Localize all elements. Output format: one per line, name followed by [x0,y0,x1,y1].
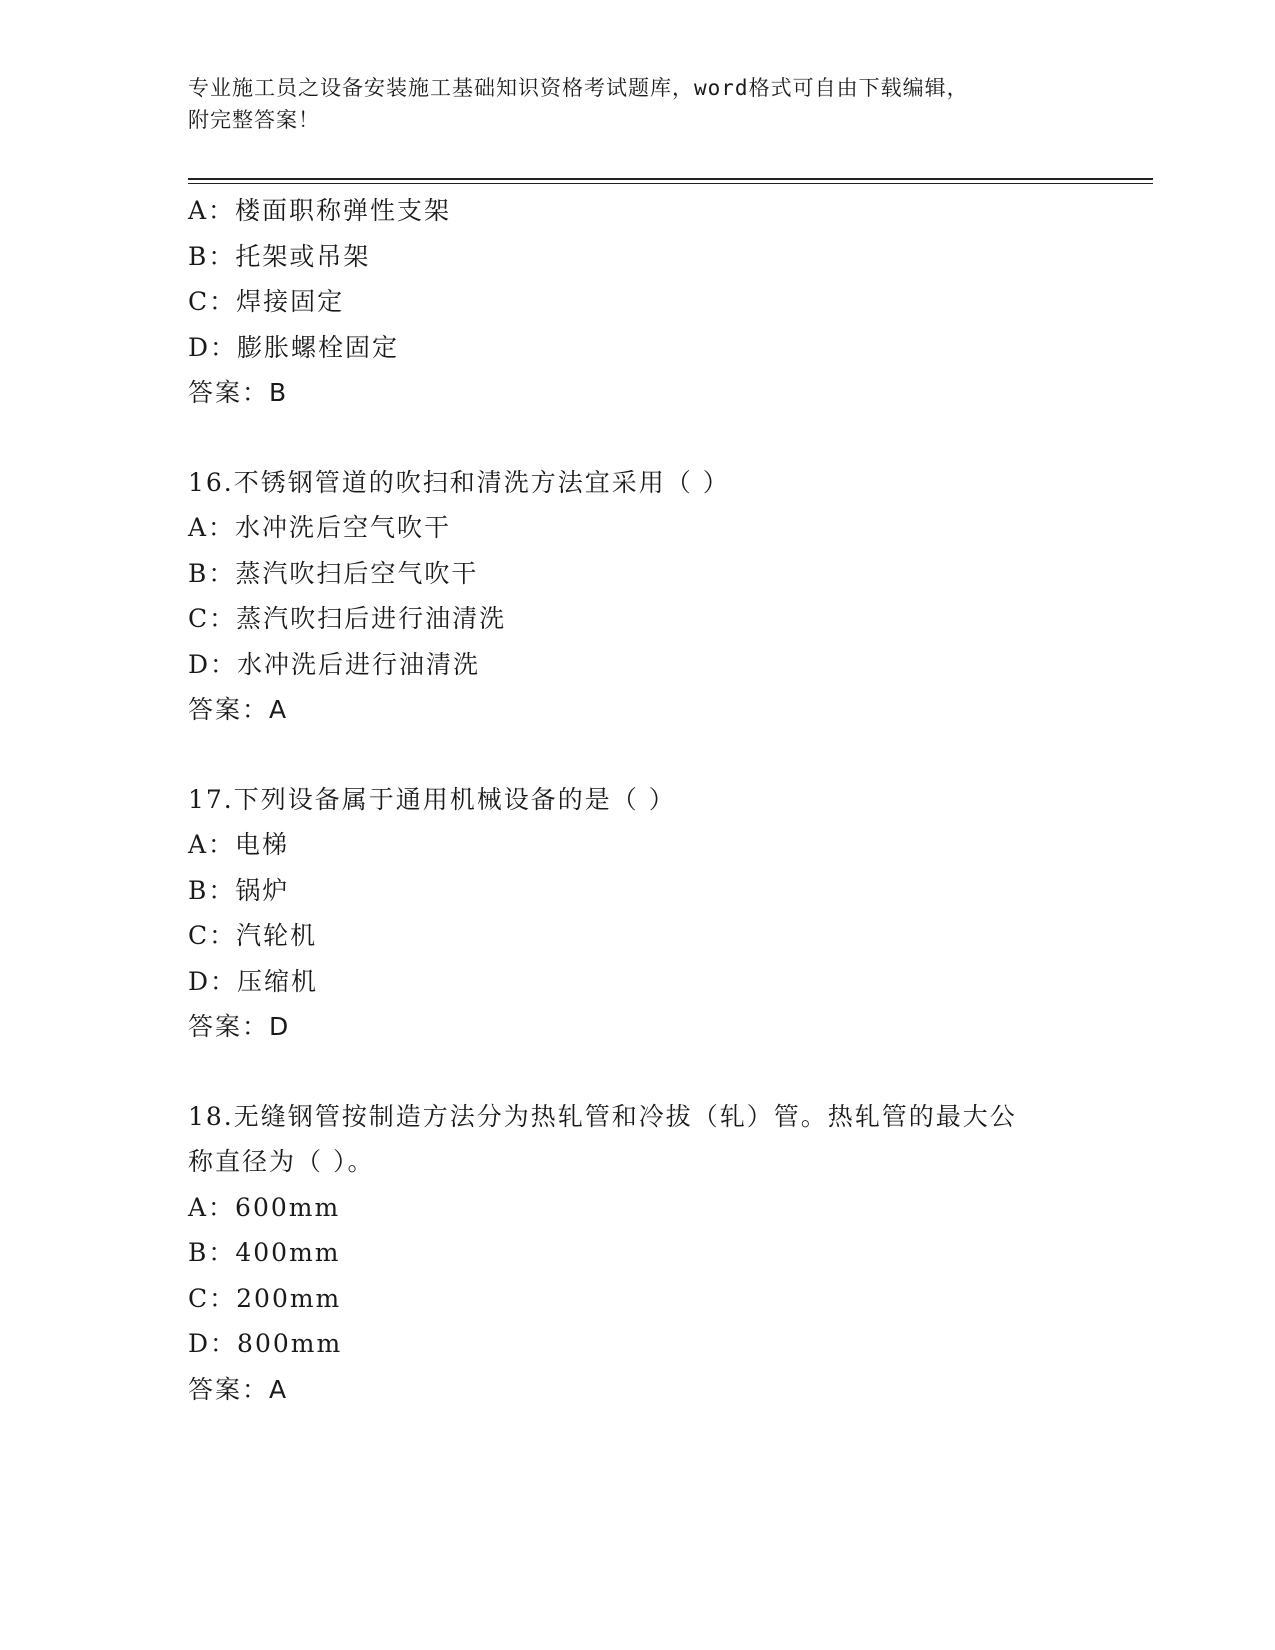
question-16 [188,460,1153,733]
question-list [188,188,1153,1412]
option-a: A：水冲洗后空气吹干 [188,513,452,542]
answer: 答案：A [188,1374,289,1404]
answer: 答案：B [188,378,289,407]
option-b: B：托架或吊架 [188,241,371,271]
answer: 答案：A [188,695,289,724]
option-a: A：电梯 [188,830,290,859]
option-d: D：水冲洗后进行油清洗 [188,649,481,679]
option-b: B：蒸汽吹扫后空气吹干 [188,558,479,588]
answer: 答案：D [188,1012,291,1041]
option-c: C：汽轮机 [188,921,318,950]
question-text: 16.不锈钢管道的吹扫和清洗方法宜采用（ ） [188,467,730,497]
option-d: D：800mm [188,1329,343,1358]
option-a: A：600mm [188,1192,341,1222]
question-text-line-2: 称直径为（ ）。 [188,1147,375,1176]
divider-line-thick [188,178,1153,180]
spacer [188,416,1153,460]
option-b: B：锅炉 [188,875,290,905]
option-d: D：压缩机 [188,966,319,996]
header-line-2: 附完整答案！ [188,108,320,132]
option-d: D：膨胀螺栓固定 [188,332,400,362]
spacer [188,733,1153,777]
option-c: C：蒸汽吹扫后进行油清洗 [188,604,507,633]
question-text: 17.下列设备属于通用机械设备的是（ ） [188,784,676,814]
question-17 [188,777,1153,1050]
option-c: C：焊接固定 [188,287,345,316]
divider-line-thin [188,183,1153,184]
question-18 [188,1094,1153,1413]
option-b: B：400mm [188,1238,341,1267]
spacer [188,1050,1153,1094]
header-line-1: 专业施工员之设备安装施工基础知识资格考试题库，word格式可自由下载编辑， [188,76,969,100]
header-divider [188,178,1153,184]
question-text-line-1: 18.无缝钢管按制造方法分为热轧管和冷拔（轧）管。热轧管的最大公 [188,1101,1017,1131]
option-a: A：楼面职称弹性支架 [188,196,452,225]
question-15 [188,188,1153,416]
option-c: C：200mm [188,1283,342,1313]
document-header [188,72,1088,136]
